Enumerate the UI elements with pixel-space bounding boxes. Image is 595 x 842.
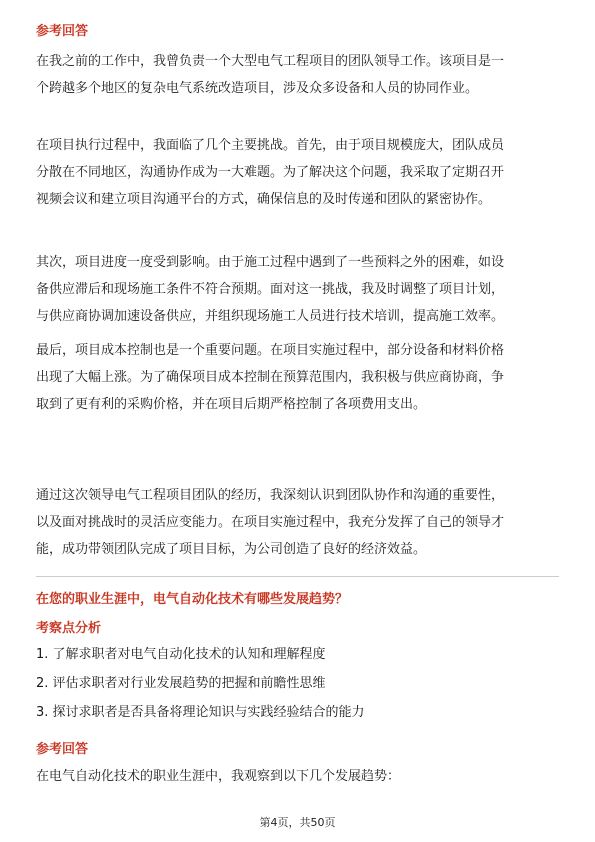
answer-paragraph-4 xyxy=(36,337,559,418)
text-line: 在我之前的工作中，我曾负责一个大型电气工程项目的团队领导工作。该项目是一 xyxy=(36,54,505,69)
text-line: 备供应滞后和现场施工条件不符合预期。面对这一挑战，我及时调整了项目计划， xyxy=(36,282,505,297)
answer-label: 参考回答 xyxy=(36,742,89,757)
text-line: 最后，项目成本控制也是一个重要问题。在项目实施过程中，部分设备和材料价格 xyxy=(36,343,505,358)
section-divider xyxy=(36,576,559,577)
analysis-point: 1. 了解求职者对电气自动化技术的认知和理解程度 xyxy=(36,647,326,662)
text-line: 在项目执行过程中，我面临了几个主要挑战。首先，由于项目规模庞大，团队成员 xyxy=(36,138,505,153)
answer-paragraph-3 xyxy=(36,249,559,330)
answer-label: 参考回答 xyxy=(36,24,89,39)
text-line: 与供应商协调加速设备供应，并组织现场施工人员进行技术培训，提高施工效率。 xyxy=(36,309,505,324)
text-line: 取到了更有利的采购价格，并在项目后期严格控制了各项费用支出。 xyxy=(36,397,427,412)
text-line: 出现了大幅上涨。为了确保项目成本控制在预算范围内，我积极与供应商协商，争 xyxy=(36,370,505,385)
text-line: 能，成功带领团队完成了项目目标，为公司创造了良好的经济效益。 xyxy=(36,542,427,557)
text-line: 个跨越多个地区的复杂电气系统改造项目，涉及众多设备和人员的协同作业。 xyxy=(36,81,479,96)
answer-paragraph-5 xyxy=(36,482,559,563)
answer-paragraph-1 xyxy=(36,48,559,102)
text-line: 以及面对挑战时的灵活应变能力。在项目实施过程中，我充分发挥了自己的领导才 xyxy=(36,515,505,530)
text-line: 分散在不同地区，沟通协作成为一大难题。为了解决这个问题，我采取了定期召开 xyxy=(36,165,505,180)
question-title: 在您的职业生涯中，电气自动化技术有哪些发展趋势？ xyxy=(36,592,349,607)
page-number: 第4页，共50页 xyxy=(259,816,336,829)
analysis-label: 考察点分析 xyxy=(36,621,102,636)
text-line: 其次，项目进度一度受到影响。由于施工过程中遇到了一些预料之外的困难，如设 xyxy=(36,255,505,270)
text-line: 视频会议和建立项目沟通平台的方式，确保信息的及时传递和团队的紧密协作。 xyxy=(36,192,492,207)
analysis-point: 3. 探讨求职者是否具备将理论知识与实践经验结合的能力 xyxy=(36,705,365,720)
text-line: 通过这次领导电气工程项目团队的经历，我深刻认识到团队协作和沟通的重要性， xyxy=(36,488,505,503)
analysis-point: 2. 评估求职者对行业发展趋势的把握和前瞻性思维 xyxy=(36,676,326,691)
answer-intro: 在电气自动化技术的职业生涯中，我观察到以下几个发展趋势： xyxy=(36,769,401,784)
answer-paragraph-2 xyxy=(36,132,559,213)
